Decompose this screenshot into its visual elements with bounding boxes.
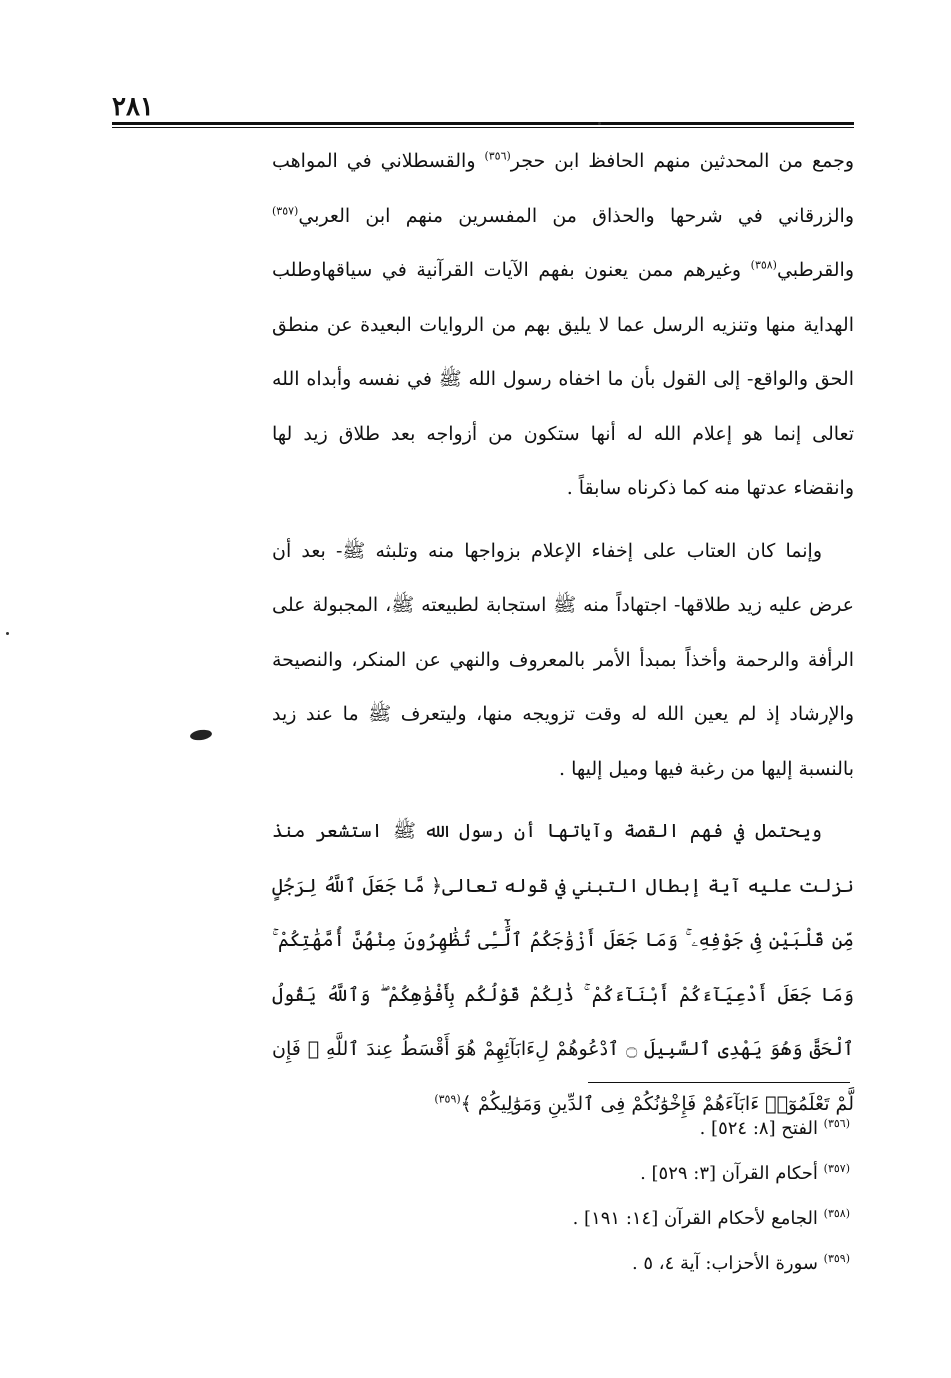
scan-dot (598, 122, 601, 125)
text-run: والقرطبي (776, 259, 854, 281)
paragraph-gap (272, 796, 854, 804)
footnote-reference: (٣٥٨) (750, 258, 777, 272)
footnote-separator (588, 1082, 850, 1083)
text-run: وإنما كان العتاب على إخفاء الإعلام بزواجها منه وتلبثه ﷺ- بعد أن عرض عليه زيد طلاقها- اجتهاداً منه ﷺ استجابة لطبيعته ﷺ، المجبولة على الرأفة والرحمة وأخذاً بمبدأ الأمر بالمعروف والنهي عن المنكر، والنصيحة والإرشاد إذ لم يعين الله له وقت تزويجه منها، وليتعرف ﷺ ما عند زيد بالنسبة إليها من رغبة فيها وميل إليها . (272, 539, 854, 780)
footnote-reference: (٣٥٩) (434, 1092, 461, 1106)
footnote-356 (380, 1106, 850, 1151)
footnote-number: (٣٥٧) (823, 1162, 850, 1175)
quran-quote: ﴿ مَّا جَعَلَ ٱللَّهُ لِرَجُلٍ مِّن قَلْبَيْنِ فِى جَوْفِهِۦ ۚ وَمَا جَعَلَ أَزْوَٰجَكُمُ ٱلَّٰٓـِٔى تُظَٰهِرُونَ مِنْهُنَّ أُمَّهَٰتِكُمْ ۚ وَمَا جَعَلَ أَدْعِيَآءَكُمْ أَبْنَآءَكُمْ ۚ ذَٰلِكُمْ قَوْلُكُم بِأَفْوَٰهِكُمْ ۖ وَٱللَّهُ يَقُولُ ٱلْحَقَّ وَهُوَ يَهْدِى ٱلسَّبِيلَ ۝ ٱدْعُوهُمْ لِءَابَآئِهِمْ هُوَ أَقْسَطُ عِندَ ٱللَّهِ ۚ فَإِن لَّمْ تَعْلَمُوٓا۟ ءَابَآءَهُمْ فَإِخْوَٰنُكُمْ فِى ٱلدِّينِ وَمَوَٰلِيكُمْ ﴾ (272, 874, 854, 1115)
footnotes (380, 1106, 850, 1286)
footnote-358 (380, 1196, 850, 1241)
footnote-text: الجامع لأحكام القرآن [١٤: ١٩١] . (572, 1208, 824, 1229)
text-run: والقسطلاني في المواهب والزرقاني في شرحها والحذاق من المفسرين منهم ابن العربي (272, 150, 854, 227)
footnote-reference: (٣٥٦) (484, 149, 511, 163)
paragraph-gap (272, 516, 854, 524)
footnote-text: الفتح [٨: ٥٢٤] . (699, 1118, 824, 1139)
footnote-reference: (٣٥٧) (272, 204, 299, 218)
footnote-357 (380, 1151, 850, 1196)
main-text (272, 134, 854, 1131)
text-run: وجمع من المحدثين منهم الحافظ ابن حجر (510, 150, 854, 172)
page-number: ٢٨١ (112, 92, 154, 122)
footnote-number: (٣٥٦) (823, 1117, 850, 1130)
scan-dot (6, 632, 9, 635)
footnote-text: أحكام القرآن [٣: ٥٢٩] . (640, 1163, 824, 1184)
footnote-text: سورة الأحزاب: آية ٤، ٥ . (631, 1253, 824, 1274)
footnote-number: (٣٥٨) (823, 1207, 850, 1220)
footnote-359 (380, 1241, 850, 1286)
footnote-number: (٣٥٩) (823, 1252, 850, 1265)
text-run: ويحتمل في فهم القصة وآياتها أن رسول الله ﷺ استشعر منذ نزلت عليه آية إبطال التبني في قوله تعالى (272, 820, 854, 897)
paragraph-2 (272, 524, 854, 797)
paragraph-1 (272, 134, 854, 516)
header-rule (112, 122, 854, 128)
scan-smudge (189, 729, 212, 742)
text-run: وغيرهم ممن يعنون بفهم الآيات القرآنية في سياقهاوطلب الهداية منها وتنزيه الرسل عما لا يليق بهم من الروايات البعيدة عن منطق الحق والواقع- إلى القول بأن ما اخفاه رسول الله ﷺ في نفسه وأبداه الله تعالى إنما هو إعلام الله له أنها ستكون من أزواجه بعد طلاق زيد لها وانقضاء عدتها منه كما ذكرناه سابقاً . (272, 259, 854, 499)
